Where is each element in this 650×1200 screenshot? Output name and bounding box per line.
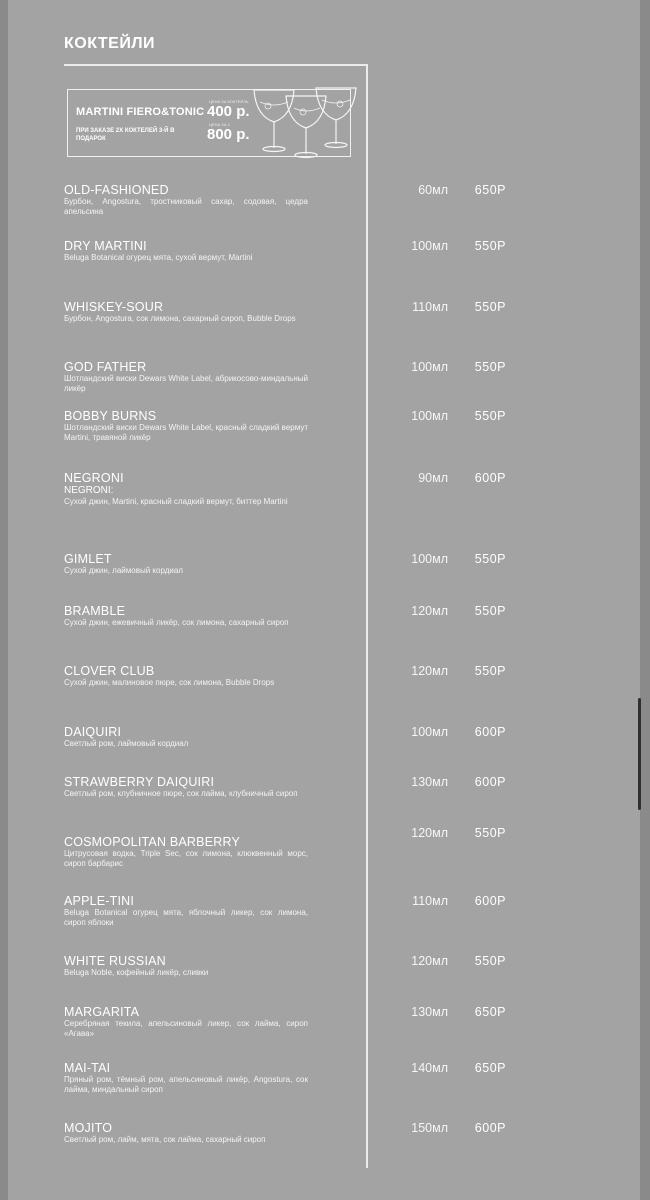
item-price: 600Р: [474, 471, 506, 485]
item-volume: 120мл: [411, 604, 448, 618]
item-volume: 90мл: [418, 471, 448, 485]
item-price: 650Р: [474, 1061, 506, 1075]
menu-item: [64, 360, 308, 394]
menu-item: [64, 409, 308, 443]
menu-item: [64, 1121, 308, 1145]
item-price: 550Р: [474, 954, 506, 968]
item-price: 600Р: [474, 775, 506, 789]
item-name: BOBBY BURNS: [64, 409, 157, 423]
item-volume: 120мл: [411, 954, 448, 968]
item-description: Светлый ром, лайм, мята, сок лайма, сахарный сироп: [64, 1135, 266, 1144]
item-price: 550Р: [474, 239, 506, 253]
menu-item: [64, 604, 308, 628]
item-volume: 140мл: [411, 1061, 448, 1075]
item-description: Сухой джин, малиновое пюре, сок лимона, Bubble Drops: [64, 678, 275, 687]
item-name: APPLE-TINI: [64, 894, 135, 908]
scrollbar-thumb[interactable]: [638, 698, 641, 810]
item-volume: 100мл: [411, 552, 448, 566]
item-name: MARGARITA: [64, 1005, 140, 1019]
item-name: STRAWBERRY DAIQUIRI: [64, 775, 215, 789]
item-price: 550Р: [474, 300, 506, 314]
item-description: Сухой джин, лаймовый кордиал: [64, 566, 183, 575]
item-name: CLOVER CLUB: [64, 664, 155, 678]
item-name: MOJITO: [64, 1121, 113, 1135]
promo-price-1: 400 р.: [207, 103, 250, 120]
menu-item: [64, 183, 308, 217]
promo-note: ПРИ ЗАКАЗЕ 2Х КОКТЕЛЕЙ 3-Й В ПОДАРОК: [76, 128, 175, 142]
item-volume: 120мл: [411, 826, 448, 840]
menu-item: [64, 471, 308, 507]
menu-item: [64, 300, 308, 324]
item-volume: 100мл: [411, 409, 448, 423]
promo-box: [67, 89, 351, 157]
cocktail-glasses-illustration: [248, 82, 358, 162]
item-price: 650Р: [474, 1005, 506, 1019]
item-name: DAIQUIRI: [64, 725, 122, 739]
item-volume: 100мл: [411, 239, 448, 253]
item-price: 600Р: [474, 1121, 506, 1135]
item-name: WHISKEY-SOUR: [64, 300, 164, 314]
item-volume: 130мл: [411, 1005, 448, 1019]
item-name: WHITE RUSSIAN: [64, 954, 166, 968]
item-name: GIMLET: [64, 552, 112, 566]
promo-price-2: 800 р.: [207, 126, 250, 143]
item-description: Шотландский виски Dewars White Label, красный сладкий вермут Martini, травяной ликёр: [64, 423, 308, 442]
menu-item: [64, 239, 308, 263]
item-name: BRAMBLE: [64, 604, 126, 618]
menu-item: [64, 725, 308, 749]
item-description: Beluga Botanical огурец мята, сухой вермут, Martini: [64, 253, 253, 262]
item-volume: 110мл: [412, 894, 448, 908]
menu-item: [64, 552, 308, 576]
item-price: 550Р: [474, 360, 506, 374]
menu-item: [64, 664, 308, 688]
promo-name: MARTINI FIERO&TONIC: [76, 106, 205, 118]
promo-small-label-2: ЦЕНА ЗА 2: [209, 122, 230, 127]
section-title: КОКТЕЙЛИ: [64, 35, 156, 52]
item-price: 550Р: [474, 409, 506, 423]
column-divider: [366, 64, 368, 1168]
item-price: 550Р: [474, 604, 506, 618]
item-description: Пряный ром, тёмный ром, апельсиновый ликёр, Angostura, сок лайма, миндальный сироп: [64, 1075, 308, 1094]
promo-small-label-1: ЦЕНА ЗА КОКТЕЙЛЬ: [209, 99, 249, 104]
item-name: MAI-TAI: [64, 1061, 111, 1075]
item-description: Цитрусовая водка, Triple Sec, сок лимона, клюквенный морс, сироп барбарис: [64, 849, 308, 868]
item-volume: 100мл: [411, 725, 448, 739]
item-volume: 100мл: [411, 360, 448, 374]
item-volume: 120мл: [411, 664, 448, 678]
top-divider: [64, 64, 368, 66]
item-volume: 150мл: [411, 1121, 448, 1135]
item-description: Светлый ром, клубничное пюре, сок лайма, клубничный сироп: [64, 789, 298, 798]
item-name: GOD FATHER: [64, 360, 147, 374]
menu-item: [64, 835, 308, 869]
item-description: Сухой джин, ежевичный ликёр, сок лимона, сахарный сироп: [64, 618, 289, 627]
item-subtitle: NEGRONI:: [64, 485, 114, 496]
item-description: Beluga Noble, кофейный ликёр, сливки: [64, 968, 209, 977]
item-description: Шотландский виски Dewars White Label, абрикосово-миндальный ликёр: [64, 374, 308, 393]
item-description: Сухой джин, Martini, красный сладкий вермут, биттер Martini: [64, 497, 288, 506]
item-price: 600Р: [474, 894, 506, 908]
item-price: 550Р: [474, 664, 506, 678]
item-description: Beluga Botanical огурец мята, яблочный ликер, сок лимона, сироп яблоки: [64, 908, 308, 927]
item-description: Бурбон, Angostura, сок лимона, сахарный сироп, Bubble Drops: [64, 314, 296, 323]
item-description: Бурбон, Angostura, тростниковый сахар, содовая, цедра апельсина: [64, 197, 308, 216]
item-name: NEGRONI: [64, 471, 124, 485]
item-name: COSMOPOLITAN BARBERRY: [64, 835, 240, 849]
menu-item: [64, 954, 308, 978]
item-price: 550Р: [474, 552, 506, 566]
item-volume: 110мл: [412, 300, 448, 314]
item-volume: 60мл: [418, 183, 448, 197]
menu-item: [64, 1005, 308, 1039]
item-description: Светлый ром, лаймовый кордиал: [64, 739, 189, 748]
item-name: DRY MARTINI: [64, 239, 147, 253]
item-name: OLD-FASHIONED: [64, 183, 169, 197]
menu-item: [64, 894, 308, 928]
item-price: 650Р: [474, 183, 506, 197]
item-price: 550Р: [474, 826, 506, 840]
item-price: 600Р: [474, 725, 506, 739]
item-volume: 130мл: [411, 775, 448, 789]
menu-item: [64, 775, 308, 799]
item-description: Серебряная текила, апельсиновый ликер, сок лайма, сироп «Агава»: [64, 1019, 308, 1038]
menu-item: [64, 1061, 308, 1095]
